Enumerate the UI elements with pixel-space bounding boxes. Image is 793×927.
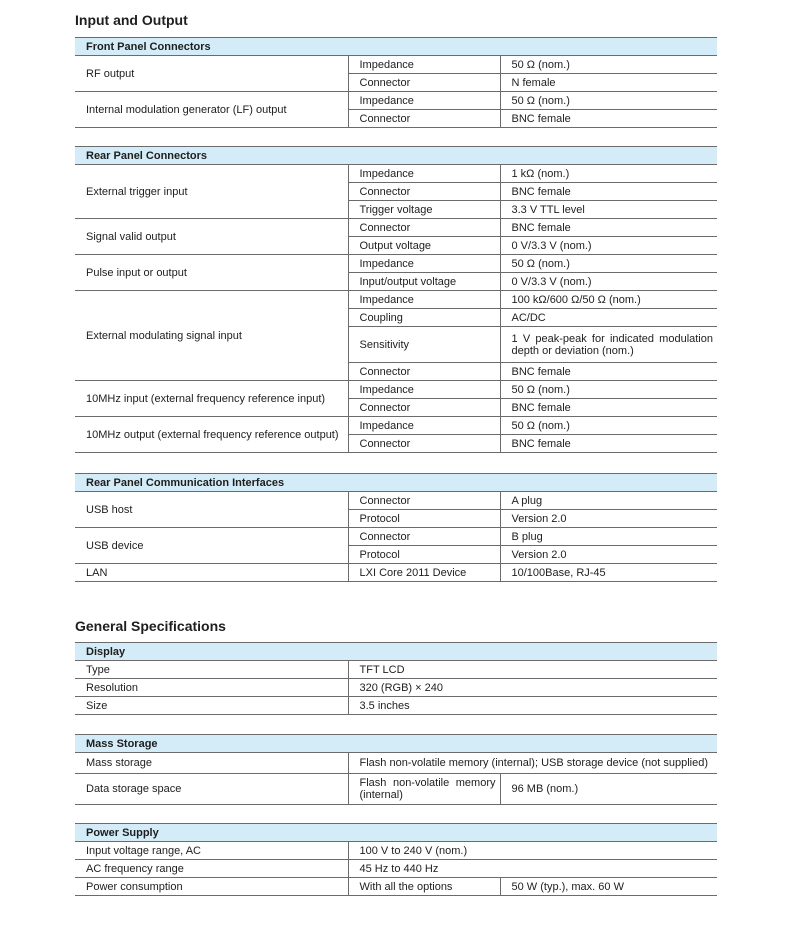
value: 1 kΩ (nom.) [500,165,717,183]
value: 0 V/3.3 V (nom.) [500,273,717,291]
group-name: RF output [75,56,348,92]
value: BNC female [500,435,717,453]
param: Input/output voltage [348,273,500,291]
group-name: External modulating signal input [75,291,348,381]
value: 45 Hz to 440 Hz [348,860,717,878]
param: Connector [348,183,500,201]
param: Connector [348,74,500,92]
param: Connector [348,492,500,510]
table-header: Front Panel Connectors [75,38,717,56]
value: 50 W (typ.), max. 60 W [500,878,717,896]
param: Type [75,661,348,679]
param: Flash non-volatile memory (internal) [348,774,500,805]
param: Mass storage [75,753,348,774]
group-name: Pulse input or output [75,255,348,291]
param: Connector [348,110,500,128]
table-header: Display [75,643,717,661]
section-title-input-output: Input and Output [75,12,188,28]
param: Protocol [348,510,500,528]
group-name: 10MHz input (external frequency reference input) [75,381,348,417]
value: A plug [500,492,717,510]
param: Sensitivity [348,327,500,363]
value: 100 V to 240 V (nom.) [348,842,717,860]
value: 50 Ω (nom.) [500,92,717,110]
param: Impedance [348,56,500,74]
display-table [75,642,717,715]
param: Impedance [348,417,500,435]
value: N female [500,74,717,92]
value: 320 (RGB) × 240 [348,679,717,697]
value: Flash non-volatile memory (internal); USB storage device (not supplied) [348,753,717,774]
param: Power consumption [75,878,348,896]
table-header: Rear Panel Communication Interfaces [75,474,717,492]
value: TFT LCD [348,661,717,679]
group-name: 10MHz output (external frequency reference output) [75,417,348,453]
mass-storage-table [75,734,717,805]
param: Resolution [75,679,348,697]
value: BNC female [500,183,717,201]
table-header: Mass Storage [75,735,717,753]
power-supply-table [75,823,717,896]
value: Version 2.0 [500,510,717,528]
value: 100 kΩ/600 Ω/50 Ω (nom.) [500,291,717,309]
group-name: USB device [75,528,348,564]
param: Impedance [348,92,500,110]
value: B plug [500,528,717,546]
value: 50 Ω (nom.) [500,381,717,399]
param: Input voltage range, AC [75,842,348,860]
value: 3.3 V TTL level [500,201,717,219]
param: AC frequency range [75,860,348,878]
value: 50 Ω (nom.) [500,56,717,74]
value: 96 MB (nom.) [500,774,717,805]
comm-interfaces-table [75,473,717,582]
value: 50 Ω (nom.) [500,417,717,435]
group-name: LAN [75,564,348,582]
value: AC/DC [500,309,717,327]
param: Impedance [348,165,500,183]
value: BNC female [500,110,717,128]
value: 10/100Base, RJ-45 [500,564,717,582]
param: LXI Core 2011 Device [348,564,500,582]
value: 1 V peak-peak for indicated modulation depth or deviation (nom.) [500,327,717,363]
value: Version 2.0 [500,546,717,564]
table-header: Rear Panel Connectors [75,147,717,165]
param: Output voltage [348,237,500,255]
group-name: External trigger input [75,165,348,219]
value: BNC female [500,399,717,417]
value: 50 Ω (nom.) [500,255,717,273]
value: BNC female [500,363,717,381]
param: Size [75,697,348,715]
param: Connector [348,435,500,453]
value: 0 V/3.3 V (nom.) [500,237,717,255]
group-name: USB host [75,492,348,528]
value: 3.5 inches [348,697,717,715]
section-title-general-specs: General Specifications [75,618,226,634]
rear-panel-table [75,146,717,453]
front-panel-table [75,37,717,128]
param: Connector [348,528,500,546]
param: Connector [348,399,500,417]
param: Connector [348,363,500,381]
param: With all the options [348,878,500,896]
table-header: Power Supply [75,824,717,842]
group-name: Signal valid output [75,219,348,255]
param: Coupling [348,309,500,327]
param: Impedance [348,381,500,399]
group-name: Internal modulation generator (LF) output [75,92,348,128]
param: Data storage space [75,774,348,805]
param: Connector [348,219,500,237]
param: Impedance [348,291,500,309]
param: Trigger voltage [348,201,500,219]
value: BNC female [500,219,717,237]
param: Impedance [348,255,500,273]
param: Protocol [348,546,500,564]
